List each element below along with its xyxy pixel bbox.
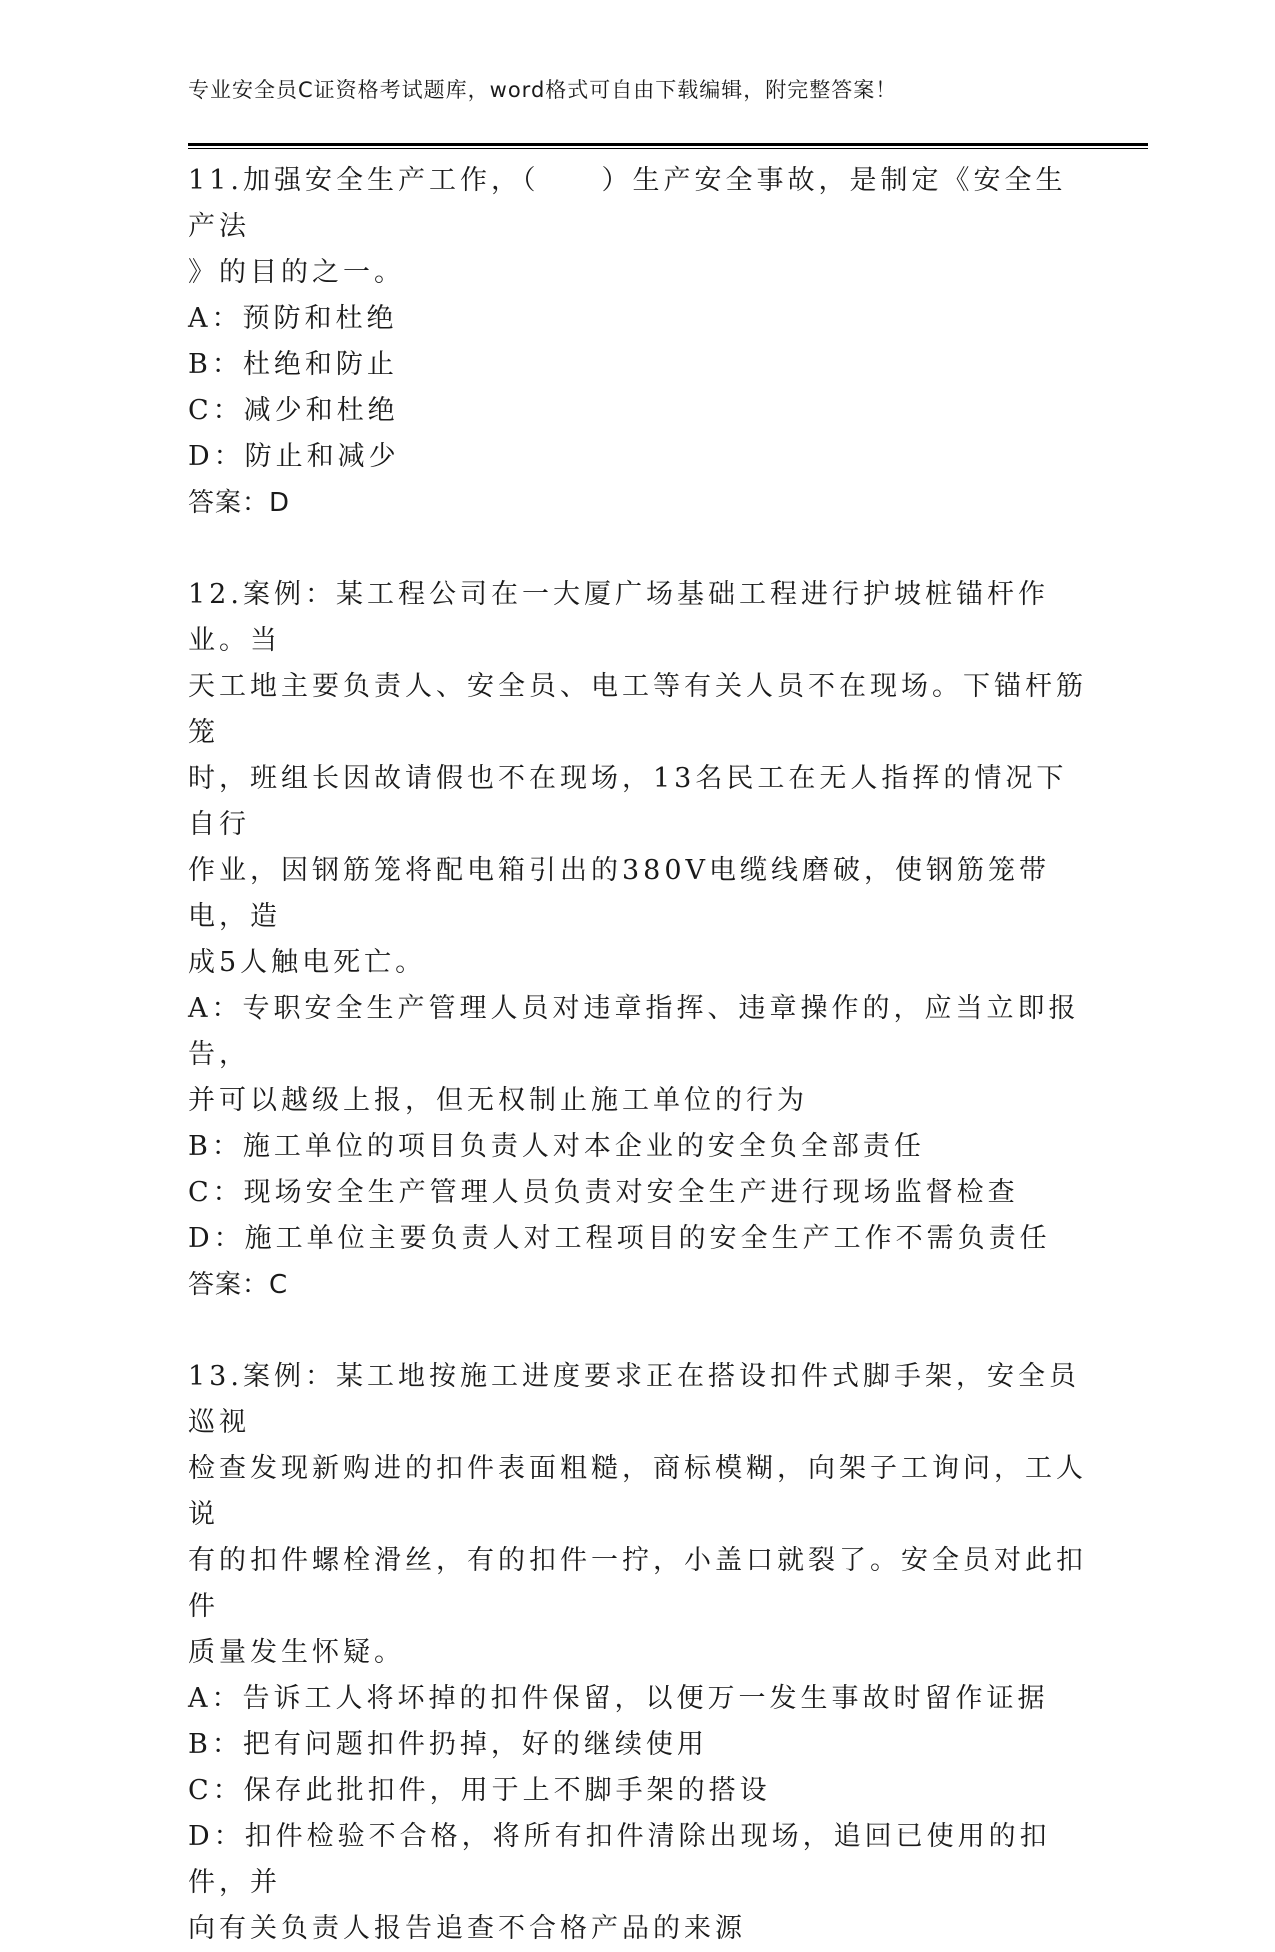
question-stem-line: 13.案例：某工地按施工进度要求正在搭设扣件式脚手架，安全员巡视 [188, 1361, 1080, 1438]
question-11 [188, 158, 1088, 526]
spacer [188, 1308, 1088, 1354]
option-a: A：专职安全生产管理人员对违章指挥、违章操作的，应当立即报告， [188, 993, 1080, 1070]
question-13 [188, 1354, 1088, 1952]
option-b: B：把有问题扣件扔掉，好的继续使用 [188, 1729, 708, 1760]
option-b: B：杜绝和防止 [188, 349, 398, 380]
option-c: C：保存此批扣件，用于上不脚手架的搭设 [188, 1775, 771, 1806]
option-a: A：告诉工人将坏掉的扣件保留，以便万一发生事故时留作证据 [188, 1683, 1049, 1714]
option-d: D：防止和减少 [188, 441, 400, 472]
question-stem-line: 》的目的之一。 [188, 257, 405, 288]
question-stem-line: 检查发现新购进的扣件表面粗糙，商标模糊，向架子工询问，工人说 [188, 1453, 1087, 1530]
question-list [188, 158, 1088, 1952]
option-a-continued: 并可以越级上报，但无权制止施工单位的行为 [188, 1085, 808, 1116]
question-stem-line: 成5人触电死亡。 [188, 947, 427, 978]
option-c: C：现场安全生产管理人员负责对安全生产进行现场监督检查 [188, 1177, 1019, 1208]
page-header: 专业安全员C证资格考试题库，word格式可自由下载编辑，附完整答案！ [188, 78, 898, 102]
question-stem-line: 质量发生怀疑。 [188, 1637, 405, 1668]
question-12 [188, 572, 1088, 1308]
spacer [188, 526, 1088, 572]
option-a: A：预防和杜绝 [188, 303, 398, 334]
option-d: D：施工单位主要负责人对工程项目的安全生产工作不需负责任 [188, 1223, 1051, 1254]
question-stem-line: 有的扣件螺栓滑丝，有的扣件一拧，小盖口就裂了。安全员对此扣件 [188, 1545, 1087, 1622]
option-d: D：扣件检验不合格，将所有扣件清除出现场，追回已使用的扣件，并 [188, 1821, 1051, 1898]
answer-label: 答案：C [188, 1270, 289, 1300]
question-stem-line: 12.案例：某工程公司在一大厦广场基础工程进行护坡桩锚杆作业。当 [188, 579, 1049, 656]
header-rule-thin [188, 148, 1148, 149]
option-c: C：减少和杜绝 [188, 395, 399, 426]
header-rule-thick [188, 143, 1148, 146]
question-stem-line: 时，班组长因故请假也不在现场，13名民工在无人指挥的情况下自行 [188, 763, 1068, 840]
option-d-continued: 向有关负责人报告追查不合格产品的来源 [188, 1913, 746, 1944]
answer-label: 答案：D [188, 488, 291, 518]
question-stem-line: 作业，因钢筋笼将配电箱引出的380V电缆线磨破，使钢筋笼带电，造 [188, 855, 1051, 932]
option-b: B：施工单位的项目负责人对本企业的安全负全部责任 [188, 1131, 925, 1162]
question-stem-line: 天工地主要负责人、安全员、电工等有关人员不在现场。下锚杆筋笼 [188, 671, 1087, 748]
question-stem-line: 11.加强安全生产工作，（ ）生产安全事故，是制定《安全生产法 [188, 165, 1067, 242]
